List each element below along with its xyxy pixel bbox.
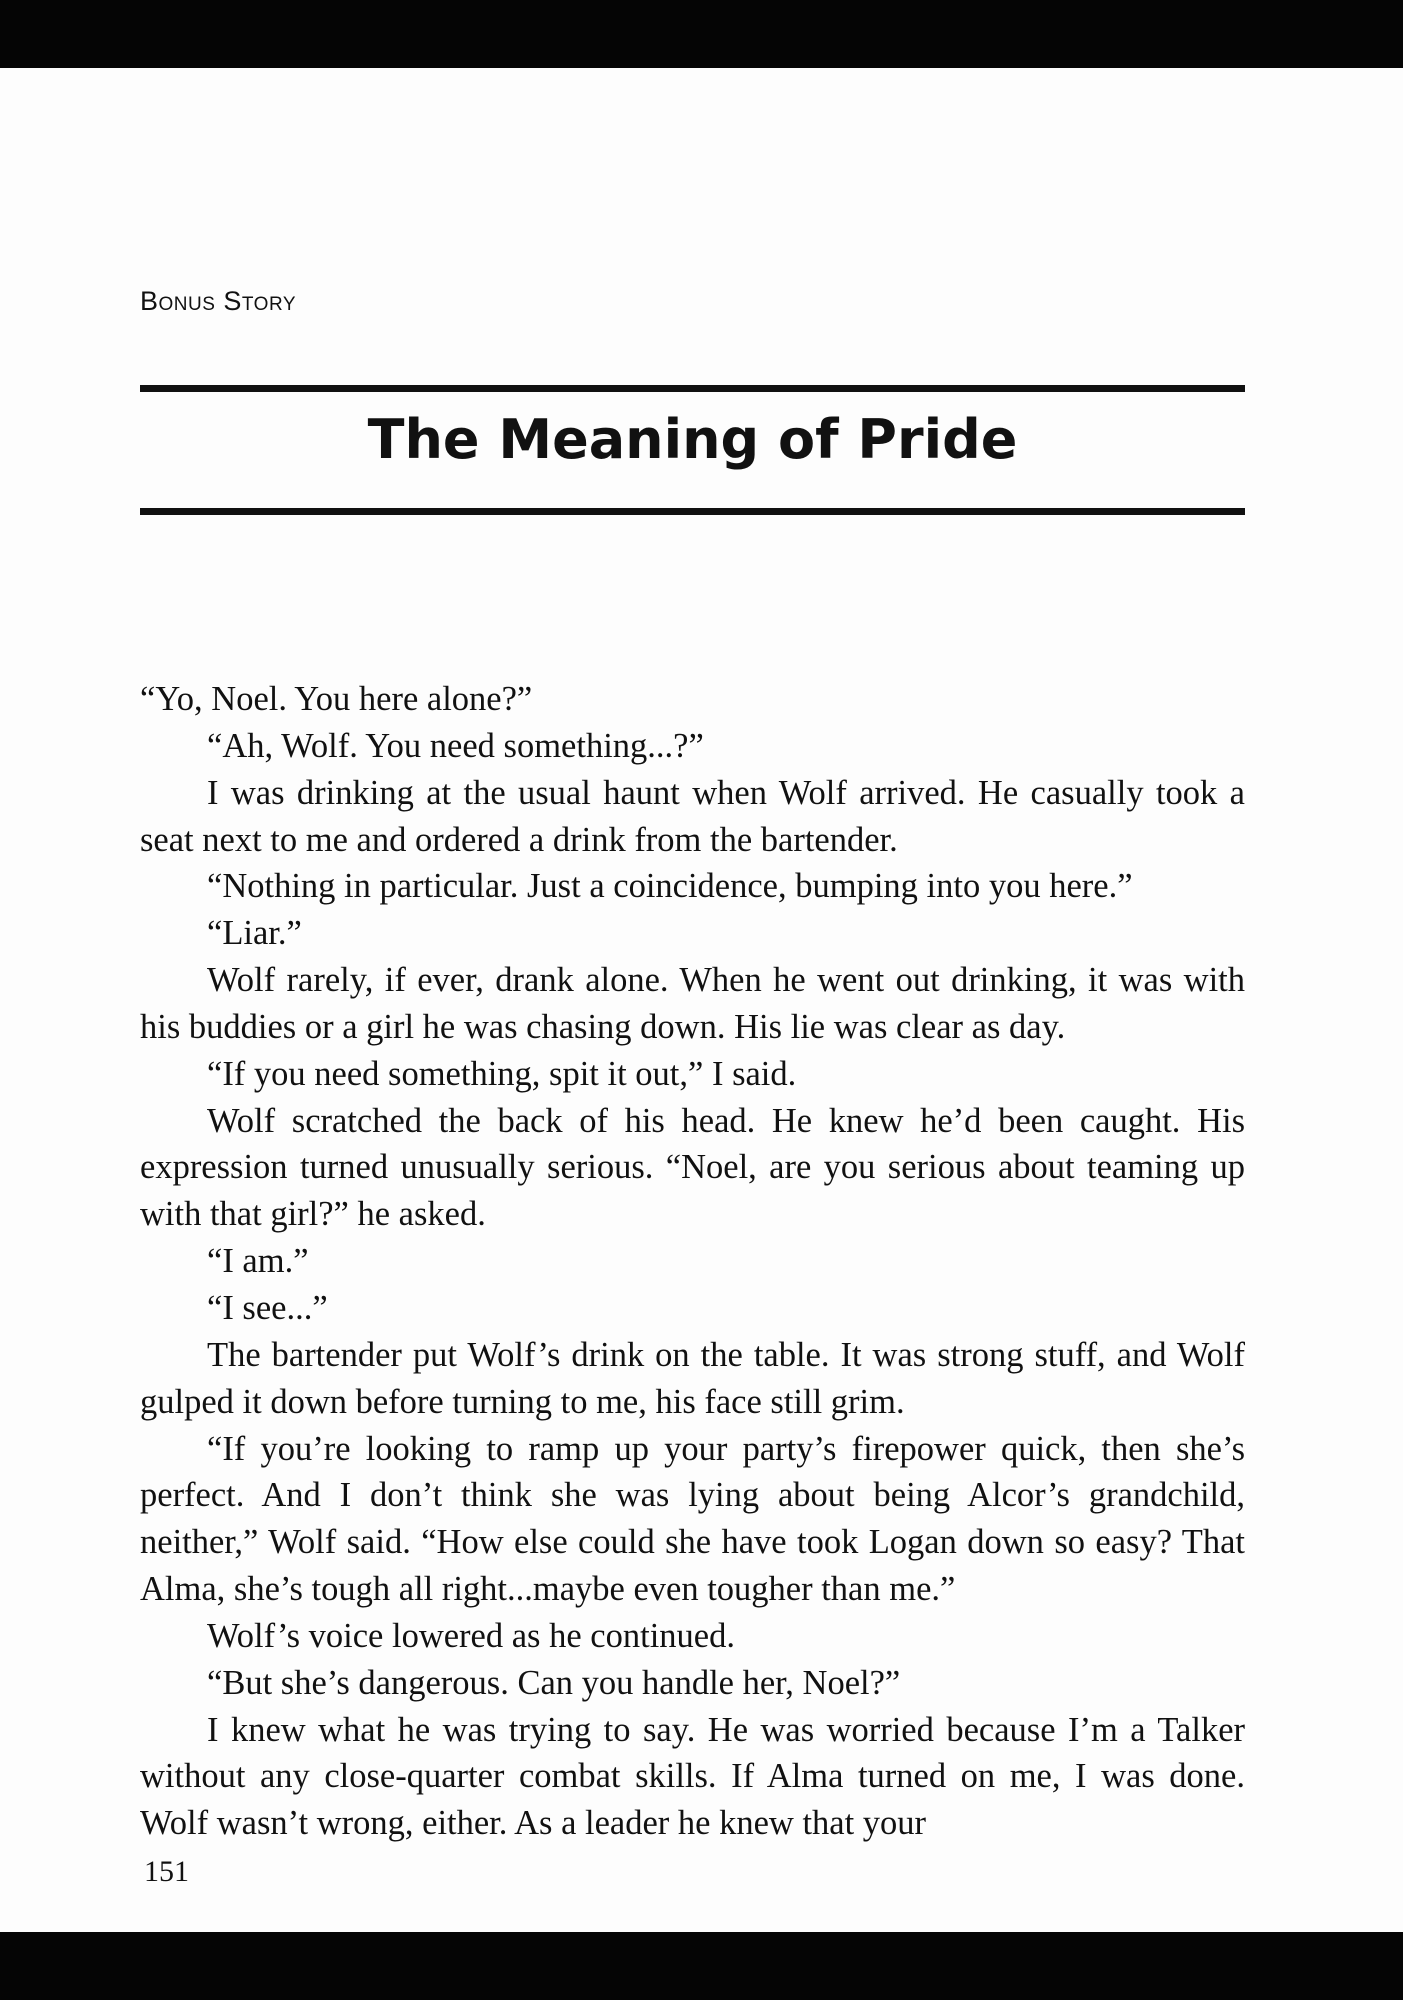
scan-border-top — [0, 0, 1403, 68]
paragraph: I was drinking at the usual haunt when Wolf arrived. He casually took a seat next to me and ordered a drink from the bartender. — [140, 773, 1245, 859]
paragraph: “But she’s dangerous. Can you handle her, Noel?” — [207, 1663, 901, 1702]
paragraph: “If you need something, spit it out,” I said. — [207, 1054, 797, 1093]
paragraph: Wolf’s voice lowered as he continued. — [207, 1616, 735, 1655]
scan-border-bottom — [0, 1932, 1403, 2000]
paragraph: I knew what he was trying to say. He was worried because I’m a Talker without any close-quarter combat skills. If Alma turned on me, I was done. Wolf wasn’t wrong, either. As a leader he knew that your — [140, 1710, 1245, 1843]
paragraph: “I am.” — [207, 1242, 309, 1281]
paragraph: Wolf scratched the back of his head. He knew he’d been caught. His expression turned unusually serious. “Noel, are you serious about teaming up with that girl?” he asked. — [140, 1101, 1245, 1234]
running-head: Bonus Story — [140, 286, 297, 316]
chapter-title: The Meaning of Pride — [367, 408, 1018, 471]
paragraph: “Nothing in particular. Just a coincidence, bumping into you here.” — [207, 867, 1133, 906]
paragraph: “Liar.” — [207, 914, 302, 953]
paragraph: “If you’re looking to ramp up your party’s firepower quick, then she’s perfect. And I don’t think she was lying about being Alcor’s grandchild, neither,” Wolf said. “How else could she have took Logan down so easy? That Alma, she’s tough all right...maybe even tougher than me.” — [140, 1429, 1245, 1609]
book-page — [0, 68, 1403, 1932]
page-number: 151 — [144, 1855, 189, 1888]
paragraph: “Yo, Noel. You here alone?” — [140, 680, 533, 718]
title-rule-top — [140, 385, 1245, 392]
paragraph: The bartender put Wolf’s drink on the table. It was strong stuff, and Wolf gulped it down before turning to me, his face still grim. — [140, 1335, 1245, 1421]
paragraph: “Ah, Wolf. You need something...?” — [207, 726, 704, 765]
title-rule-bottom — [140, 508, 1245, 515]
body-text — [140, 676, 1245, 1847]
paragraph: Wolf rarely, if ever, drank alone. When he went out drinking, it was with his buddies or a girl he was chasing down. His lie was clear as day. — [140, 961, 1245, 1046]
paragraph: “I see...” — [207, 1288, 328, 1327]
